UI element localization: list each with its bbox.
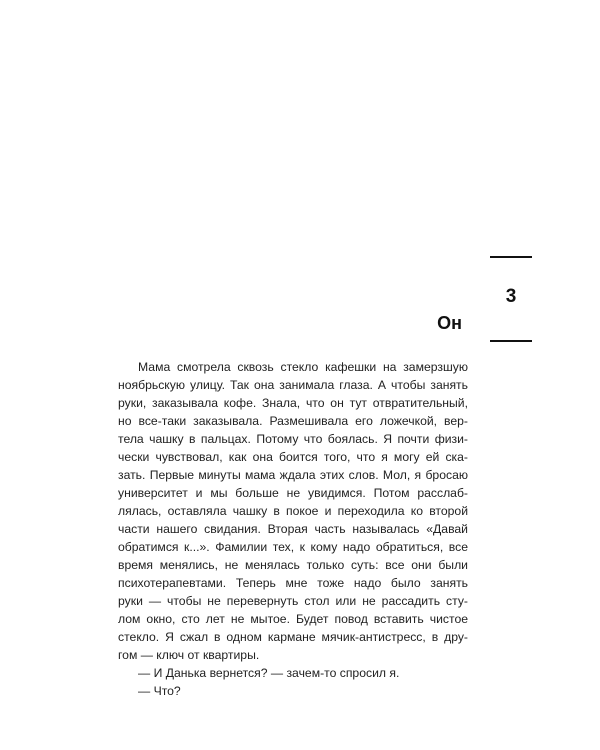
text-line: зать. Первые минуты мама ждала этих слов. Мол, я бросаю [118, 468, 468, 482]
text-line: Мама смотрела сквозь стекло кафешки на замерзшую [138, 360, 468, 374]
text-line: тела чашку в пальцах. Потому что боялась. Я почти физи- [118, 432, 468, 446]
body-text [118, 358, 468, 700]
text-line: ноябрьскую улицу. Так она занимала глаза. А чтобы занять [118, 378, 468, 392]
text-line: лялась, оставляла чашку в покое и переходила ко второй [118, 504, 468, 518]
dialogue-line: — Что? [138, 684, 181, 698]
text-line: время менялись, не менялась только суть: все они были [118, 558, 468, 572]
text-line: университет и мы больше не увидимся. Потом расслаб- [118, 486, 468, 500]
dialogue-line: — И Данька вернется? — зачем-то спросил я. [138, 666, 400, 680]
text-line: лом окно, сто лет не мытое. Будет повод вставить чистое [118, 612, 468, 626]
text-line: части нашего свидания. Вторая часть называлась «Давай [118, 522, 468, 536]
text-line: стекло. Я сжал в одном кармане мячик-антистресс, в дру- [118, 630, 468, 644]
text-line: руки, заказывала кофе. Знала, что он тут отвратительный, [118, 396, 468, 410]
chapter-marker [490, 256, 532, 342]
text-line: чески чувствовал, как она боится того, что я могу ей ска- [118, 450, 468, 464]
text-line: психотерапевтами. Теперь мне тоже надо было занять [118, 576, 468, 590]
text-line: но все-таки заказывала. Размешивала его ложечкой, вер- [118, 414, 468, 428]
chapter-rule-top [490, 256, 532, 258]
chapter-title: Он [437, 313, 462, 333]
text-line: гом — ключ от квартиры. [118, 648, 260, 662]
text-line: руки — чтобы не перевернуть стол или не рассадить сту- [118, 594, 468, 608]
chapter-rule-bottom [490, 340, 532, 342]
text-line: обратимся к...». Фамилии тех, к кому надо обратиться, все [118, 540, 468, 554]
chapter-number: 3 [505, 286, 517, 307]
